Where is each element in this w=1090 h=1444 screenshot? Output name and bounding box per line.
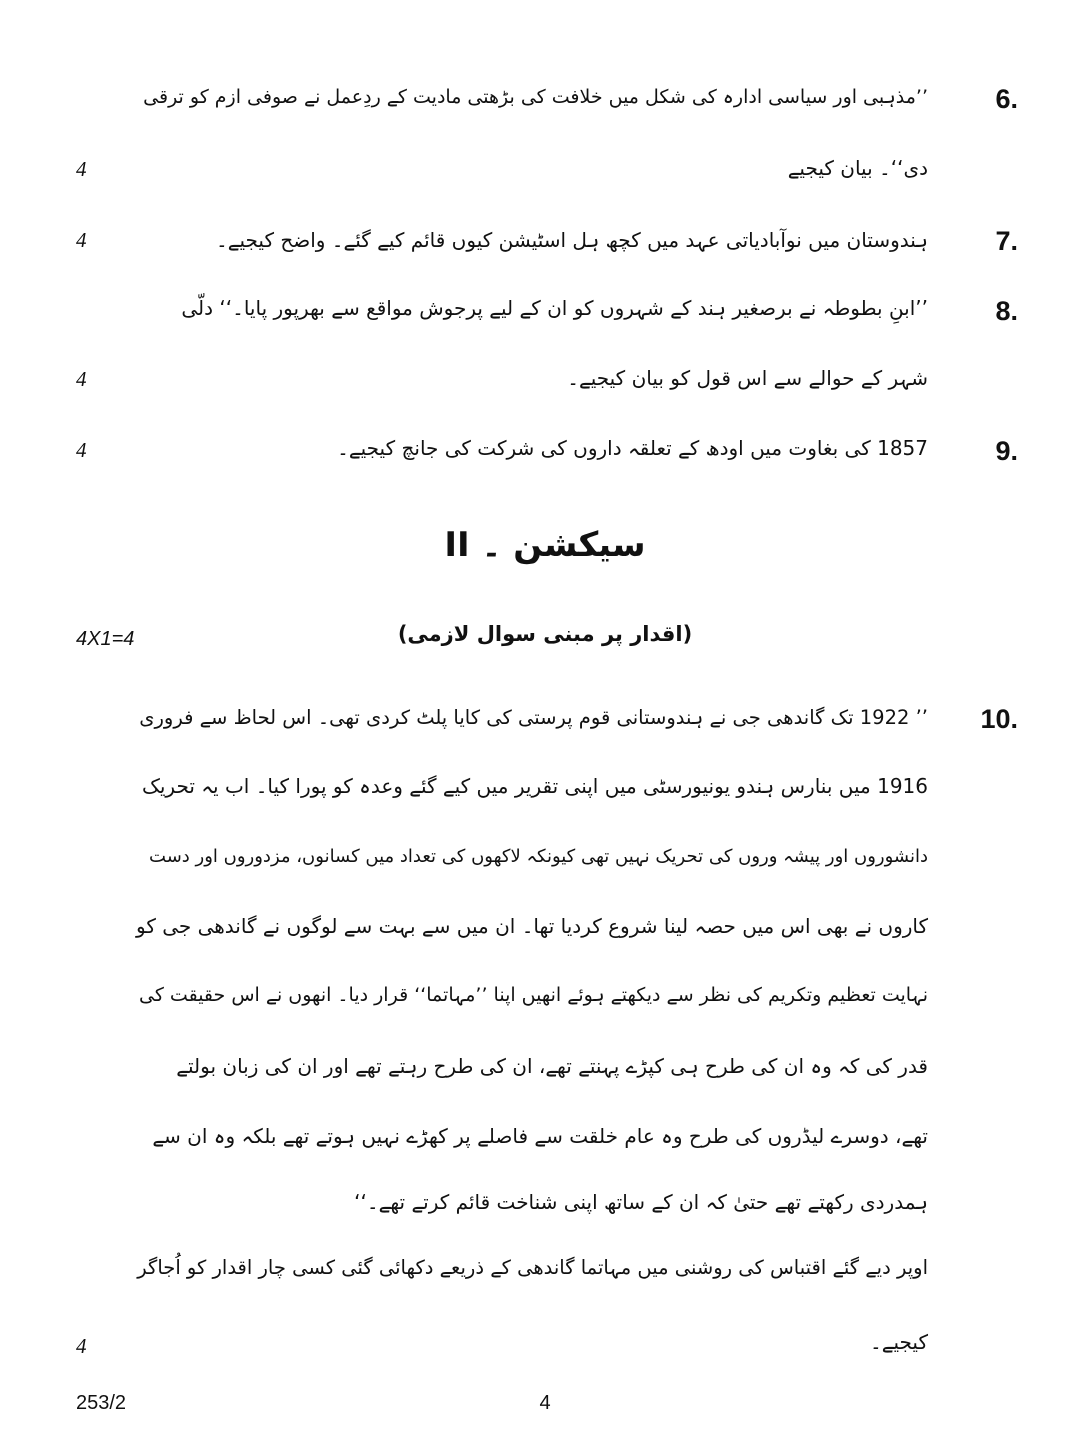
passage-line-7: تھے، دوسرے لیڈروں کی طرح وہ عام خلقت سے فاصلے پر کھڑے نہیں ہوتے تھے بلکہ وہ ان سے	[152, 1124, 928, 1148]
prompt-line-2: کیجیے۔	[870, 1330, 928, 1354]
question-8-line-2: شہر کے حوالے سے اس قول کو بیان کیجیے۔	[567, 366, 928, 390]
passage-line-3: دانشوروں اور پیشہ وروں کی تحریک نہیں تھی کیونکہ لاکھوں کی تعداد میں کسانوں، مزدوروں اور دست	[149, 846, 928, 867]
passage-line-1: ’’ 1922 تک گاندھی جی نے ہندوستانی قوم پرستی کی کایا پلٹ کردی تھی۔ اس لحاظ سے فروری	[139, 706, 928, 729]
passage-line-8: ہمدردی رکھتے تھے حتیٰ کہ ان کے ساتھ اپنی شناخت قائم کرتے تھے۔‘‘	[354, 1190, 928, 1214]
question-7-line-1: ہندوستان میں نوآبادیاتی عہد میں کچھ ہل اسٹیشن کیوں قائم کیے گئے۔ واضح کیجیے۔	[216, 228, 928, 252]
question-number-9: 9.	[995, 436, 1018, 466]
passage-line-2: 1916 میں بنارس ہندو یونیورسٹی میں اپنی تقریر میں کیے گئے وعدہ کو پورا کیا۔ اب یہ تحریک	[141, 774, 928, 798]
question-number-7: 7.	[995, 226, 1018, 256]
question-6-line-1: ’’مذہبی اور سیاسی ادارہ کی شکل میں خلافت کی بڑھتی مادیت کے ردِعمل نے صوفی ازم کو ترقی	[143, 86, 928, 108]
question-7-marks: 4	[76, 228, 87, 252]
passage-line-4: کاروں نے بھی اس میں حصہ لینا شروع کردیا تھا۔ ان میں سے بہت سے لوگوں نے گاندھی جی کو	[135, 914, 928, 938]
question-6-marks: 4	[76, 157, 87, 181]
question-number-8: 8.	[995, 296, 1018, 326]
marks-allocation: 4X1=4	[76, 628, 135, 650]
question-9-line-1: 1857 کی بغاوت میں اودھ کے تعلقہ داروں کی شرکت کی جانچ کیجیے۔	[337, 436, 928, 460]
section-subheading: (اقدار پر مبنی سوال لازمی)	[397, 622, 693, 646]
question-8-marks: 4	[76, 367, 87, 391]
section-heading: سیکشن ۔ II	[444, 525, 646, 565]
question-9-marks: 4	[76, 438, 87, 462]
page-number: 4	[539, 1392, 551, 1414]
question-8-line-1: ’’ابنِ بطوطہ نے برصغیر ہند کے شہروں کو ان کے لیے پرجوش مواقع سے بھرپور پایا۔‘‘ دلّی	[181, 296, 928, 320]
question-6-line-2: دی‘‘۔ بیان کیجیے	[787, 156, 928, 180]
paper-code: 253/2	[76, 1392, 127, 1414]
question-number-6: 6.	[995, 84, 1018, 114]
question-10-marks: 4	[76, 1334, 87, 1358]
question-number-10: 10.	[980, 704, 1018, 734]
passage-line-5: نہایت تعظیم وتکریم کی نظر سے دیکھتے ہوئے انھیں اپنا ’’مہاتما‘‘ قرار دیا۔ انھوں نے اس حقیقت کی	[139, 984, 928, 1006]
prompt-line-1: اوپر دیے گئے اقتباس کی روشنی میں مہاتما گاندھی کے ذریعے دکھائی گئی کسی چار اقدار کو اُجاگر	[137, 1256, 928, 1279]
passage-line-6: قدر کی کہ وہ ان کی طرح ہی کپڑے پہنتے تھے، ان کی طرح رہتے تھے اور ان کی زبان بولتے	[176, 1054, 928, 1078]
